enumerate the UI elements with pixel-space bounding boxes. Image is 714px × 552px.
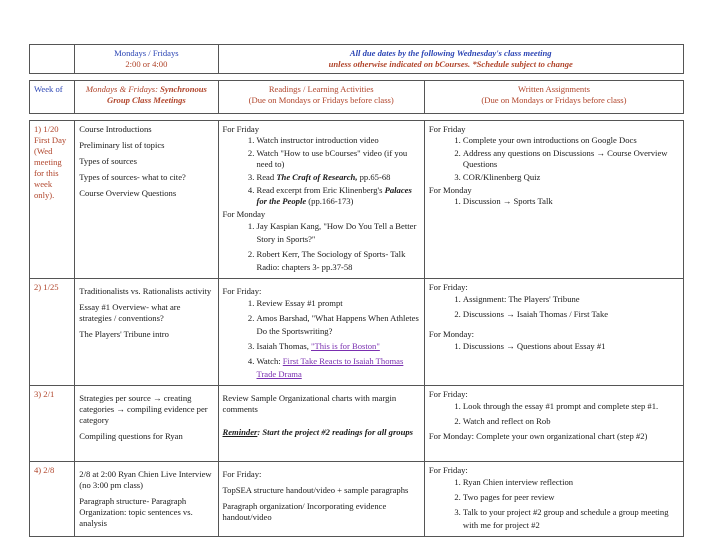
- list-item: 1. Discussions → Questions about Essay #1: [463, 340, 679, 353]
- readings-line: Review Sample Organizational charts with margin comments: [222, 393, 397, 414]
- course-schedule-table: [29, 44, 684, 537]
- written-cell: [424, 386, 683, 462]
- sync-cell: [75, 386, 218, 462]
- readings-cell: [218, 386, 424, 462]
- list-item: 1. Watch instructor introduction video: [257, 135, 420, 146]
- col-sync-meetings: [75, 81, 218, 114]
- list-item: Types of sources- what to cite?: [79, 172, 186, 182]
- list-item: 2. Two pages for peer review: [463, 491, 679, 504]
- week-cell: 2) 1/25: [30, 279, 75, 386]
- table-row: [30, 279, 684, 386]
- list-item: 2. Discussions → Isaiah Thomas / First Take: [463, 308, 679, 321]
- schedule-change-note: unless otherwise indicated on bCourses. *Schedule subject to change: [328, 59, 573, 69]
- list-item: 2. Amos Barshad, "What Happens When Athletes Do the Sportswriting?: [257, 312, 420, 338]
- meeting-times: 2:00 or 4:00: [125, 59, 168, 69]
- table-row: [30, 386, 684, 462]
- list-item: 1. Complete your own introductions on Google Docs: [463, 135, 679, 146]
- sync-cell: [75, 279, 218, 386]
- col-written-due: (Due on Mondays or Fridays before class): [481, 95, 627, 105]
- friday-label: For Friday:: [428, 465, 468, 475]
- list-item: 2/8 at 2:00 Ryan Chien Live Interview (no 3:00 pm class): [79, 469, 212, 490]
- col-readings: [218, 81, 424, 114]
- written-cell: [424, 121, 683, 279]
- list-item: 1. Look through the essay #1 prompt and complete step #1.: [463, 400, 679, 413]
- header-blank-cell: [30, 45, 75, 74]
- list-item: 1. Assignment: The Players' Tribune: [463, 293, 679, 306]
- col-readings-due: (Due on Mondays or Fridays before class): [248, 95, 394, 105]
- column-header-row: [30, 81, 684, 114]
- list-item: 3. COR/Klinenberg Quiz: [463, 172, 679, 183]
- list-item: Preliminary list of topics: [79, 140, 165, 150]
- boston-article-link[interactable]: "This is for Boston": [311, 341, 380, 351]
- table-row: [30, 462, 684, 537]
- meeting-days: Mondays / Fridays: [114, 48, 179, 58]
- list-item: The Players' Tribune intro: [79, 329, 169, 339]
- list-item: 2. Watch and reflect on Rob: [463, 415, 679, 428]
- friday-label: For Friday: [222, 124, 260, 134]
- list-item: Paragraph organization/ Incorporating evidence handout/video: [222, 501, 387, 522]
- list-item: 1. Discussion → Sports Talk: [463, 196, 679, 207]
- readings-cell: [218, 462, 424, 537]
- list-item: 1. Review Essay #1 prompt: [257, 297, 420, 310]
- col-week: Week of: [30, 81, 75, 114]
- list-item: 2. Address any questions on Discussions → Course Overview Questions: [463, 148, 679, 170]
- week-cell: 3) 2/1: [30, 386, 75, 462]
- list-item: TopSEA structure handout/video + sample paragraphs: [222, 485, 409, 495]
- written-cell: [424, 462, 683, 537]
- list-item: 1. Ryan Chien interview reflection: [463, 476, 679, 489]
- readings-cell: [218, 279, 424, 386]
- due-dates-note: All due dates by the following Wednesday's class meeting: [349, 48, 552, 58]
- list-item: 3. Read The Craft of Research, pp.65-68: [257, 172, 420, 183]
- list-item: Traditionalists vs. Rationalists activity: [79, 286, 212, 296]
- reminder-label: Reminder: [222, 427, 258, 437]
- week-cell: 1) 1/20 First Day (Wed meeting for this week only).: [30, 121, 75, 279]
- sync-cell: [75, 121, 218, 279]
- reminder-text: : Start the project #2 readings for all groups: [257, 427, 414, 437]
- table-row: [30, 121, 684, 279]
- col-written-title: Written Assignments: [517, 84, 590, 94]
- col-sync-title: Synchronous Group Class Meetings: [106, 84, 207, 105]
- first-take-video-link[interactable]: First Take Reacts to Isaiah Thomas Trade Drama: [256, 356, 404, 379]
- reminder-note: [223, 427, 420, 438]
- written-cell: [424, 279, 683, 386]
- list-item: 3. Isaiah Thomas, "This is for Boston": [257, 340, 420, 353]
- monday-label: For Monday: [222, 209, 266, 219]
- list-item: 2. Robert Kerr, The Sociology of Sports- Talk Radio: chapters 3- pp.37-58: [257, 248, 420, 274]
- schedule-header-row: [30, 45, 684, 74]
- list-item: Types of sources: [79, 156, 137, 166]
- list-item: 1. Jay Kaspian Kang, "How Do You Tell a Better Story in Sports?": [257, 220, 420, 246]
- list-item: Essay #1 Overview- what are strategies / conventions?: [79, 302, 181, 323]
- list-item: 4. Read excerpt from Eric Klinenberg's Palaces for the People (pp.166-173): [257, 185, 420, 207]
- due-dates-note-cell: [218, 45, 684, 74]
- friday-label: For Friday:: [222, 286, 262, 296]
- list-item: 3. Talk to your project #2 group and schedule a group meeting with me for project #2: [463, 506, 679, 532]
- friday-label: For Friday:: [428, 389, 468, 399]
- sync-cell: [75, 462, 218, 537]
- list-item: 2. Watch "How to use bCourses" video (if you need to): [257, 148, 420, 170]
- friday-label: For Friday:: [222, 469, 262, 479]
- friday-label: For Friday:: [428, 282, 468, 292]
- monday-line: For Monday: Complete your own organizational chart (step #2): [428, 431, 648, 441]
- week-cell: 4) 2/8: [30, 462, 75, 537]
- monday-label: For Monday: [428, 185, 472, 195]
- list-item: Compiling questions for Ryan: [79, 431, 183, 441]
- list-item: Strategies per source → creating categories → compiling evidence per category: [79, 393, 208, 425]
- list-item: Course Overview Questions: [79, 188, 177, 198]
- monday-label: For Monday:: [428, 329, 475, 339]
- readings-cell: [218, 121, 424, 279]
- list-item: 4. Watch: First Take Reacts to Isaiah Thomas Trade Drama: [257, 355, 420, 381]
- friday-label: For Friday: [428, 124, 466, 134]
- list-item: Paragraph structure- Paragraph Organization: topic sentences vs. analysis: [79, 496, 193, 528]
- meeting-times-cell: [75, 45, 218, 74]
- col-readings-title: Readings / Learning Activities: [268, 84, 374, 94]
- col-written: [424, 81, 683, 114]
- list-item: Course Introductions: [79, 124, 152, 134]
- col-sync-prefix: Mondays & Fridays:: [85, 84, 161, 94]
